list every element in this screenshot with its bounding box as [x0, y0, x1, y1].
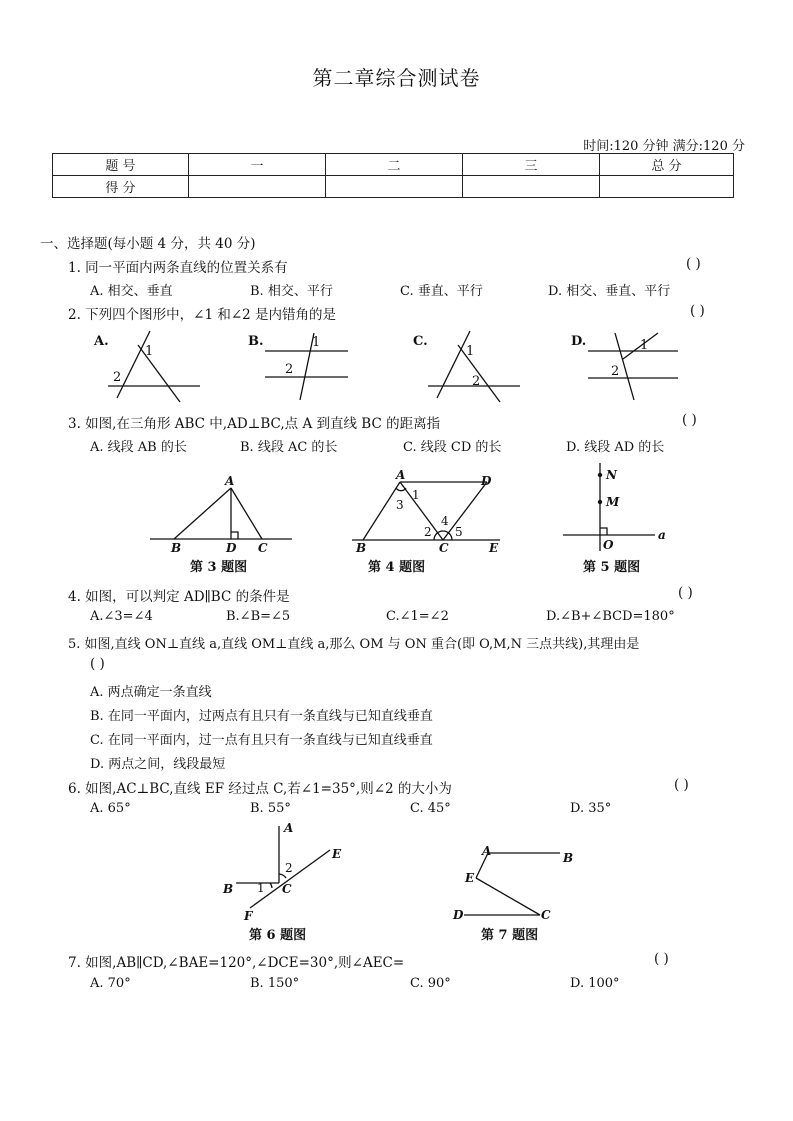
q6-answer-paren[interactable]: ( ): [674, 777, 689, 793]
fig7-label: C: [541, 908, 551, 922]
score-row-label: 得 分: [53, 176, 189, 198]
fig6-label: F: [244, 909, 253, 923]
figC-angle-1: 1: [466, 344, 475, 359]
fig3-label: B: [171, 541, 182, 555]
fig6-angle-1-arc: [270, 883, 272, 888]
fig5-point-m: [598, 500, 602, 504]
q1-option-a: A. 相交、垂直: [90, 284, 173, 299]
q4-option-c: C.∠1=∠2: [386, 609, 449, 624]
figB-angle-1: 1: [312, 335, 321, 350]
fig4-angle-1: 1: [412, 488, 420, 502]
q3-stem: 3. 如图,在三角形 ABC 中,AD⊥BC,点 A 到直线 BC 的距离指: [68, 416, 441, 432]
q2-figures: [0, 325, 793, 405]
page-title: 第二章综合测试卷: [312, 66, 481, 90]
fig6-label: E: [332, 847, 342, 861]
q1-option-b: B. 相交、平行: [250, 284, 333, 299]
q5-answer-paren[interactable]: ( ): [90, 656, 105, 672]
q2-label-b: B.: [248, 334, 264, 349]
fig4-caption: 第 4 题图: [368, 560, 426, 575]
score-table-header-row: [53, 154, 734, 176]
q1-stem: 1. 同一平面内两条直线的位置关系有: [68, 260, 288, 276]
score-cell[interactable]: [600, 176, 734, 198]
score-table: [52, 153, 734, 198]
q3-q5-figures: [0, 455, 793, 580]
fig6-label: C: [282, 882, 292, 896]
fig4-line-ac: [400, 482, 443, 540]
fig5-label: N: [606, 468, 617, 482]
q7-stem: 7. 如图,AB∥CD,∠BAE=120°,∠DCE=30°,则∠AEC=: [68, 955, 405, 971]
fig3-label: A: [225, 474, 235, 488]
figD-angle-1: 1: [640, 338, 649, 353]
q2-answer-paren[interactable]: ( ): [690, 303, 705, 319]
fig7-label: A: [482, 844, 492, 858]
q3-option-c: C. 线段 CD 的长: [403, 440, 502, 455]
fig6-label: B: [223, 882, 234, 896]
fig3-label: C: [258, 541, 268, 555]
figA-line: [117, 331, 150, 398]
fig4-angle-2: 2: [424, 525, 432, 539]
fig7-caption: 第 7 题图: [481, 928, 539, 943]
q7-option-b: B. 150°: [250, 976, 300, 991]
q4-stem: 4. 如图，可以判定 AD∥BC 的条件是: [68, 589, 290, 605]
q2-label-d: D.: [571, 334, 587, 349]
figC-angle-2: 2: [472, 374, 481, 389]
fig4-angle-4: 4: [441, 514, 449, 528]
fig7-label: E: [465, 871, 475, 885]
q5-stem: 5. 如图,直线 ON⊥直线 a,直线 OM⊥直线 a,那么 OM 与 ON 重合(即 O,M,N 三点共线),其理由是: [68, 637, 640, 652]
q1-answer-paren[interactable]: ( ): [686, 256, 701, 272]
q6-option-d: D. 35°: [570, 801, 612, 816]
q3-option-b: B. 线段 AC 的长: [240, 440, 338, 455]
q3-option-a: A. 线段 AB 的长: [90, 440, 187, 455]
fig5-label: M: [606, 495, 620, 509]
section-heading: 一、选择题(每小题 4 分，共 40 分): [40, 236, 256, 252]
q2-stem: 2. 下列四个图形中，∠1 和∠2 是内错角的是: [68, 307, 337, 323]
fig6-caption: 第 6 题图: [249, 928, 307, 943]
fig4-label: A: [396, 468, 406, 482]
score-cell[interactable]: [189, 176, 326, 198]
figD-angle-2: 2: [611, 364, 620, 379]
figA-angle-1: 1: [145, 344, 154, 359]
q5-option-c: C. 在同一平面内，过一点有且只有一条直线与已知直线垂直: [90, 733, 433, 748]
fig7-label: B: [563, 851, 574, 865]
fig4-angle-5: 5: [455, 525, 463, 539]
q6-stem: 6. 如图,AC⊥BC,直线 EF 经过点 C,若∠1=35°,则∠2 的大小为: [68, 781, 452, 797]
q7-answer-paren[interactable]: ( ): [654, 951, 669, 967]
q3-answer-paren[interactable]: ( ): [682, 412, 697, 428]
fig5-point-n: [598, 473, 602, 477]
figA-angle-2: 2: [113, 370, 122, 385]
q4-option-d: D.∠B+∠BCD=180°: [546, 609, 675, 624]
q7-option-d: D. 100°: [570, 976, 620, 991]
score-table-score-row: [53, 176, 734, 198]
q2-label-a: A.: [94, 334, 109, 349]
q7-option-c: C. 90°: [410, 976, 451, 991]
fig6-line-ef: [250, 850, 330, 908]
fig3-line-ab: [174, 488, 231, 539]
q5-option-a: A. 两点确定一条直线: [90, 685, 212, 700]
fig4-angle-3: 3: [396, 498, 404, 512]
fig3-right-angle: [231, 532, 238, 539]
score-header-cell: 一: [189, 154, 326, 176]
fig3-caption: 第 3 题图: [190, 560, 248, 575]
q6-option-c: C. 45°: [410, 801, 451, 816]
q4-answer-paren[interactable]: ( ): [678, 585, 693, 601]
score-cell[interactable]: [326, 176, 463, 198]
q2-label-c: C.: [413, 334, 428, 349]
fig3-line-ac: [231, 488, 262, 539]
q4-option-a: A.∠3=∠4: [90, 609, 153, 624]
q6-option-b: B. 55°: [250, 801, 291, 816]
fig6-angle-2: 2: [285, 861, 293, 875]
fig6-angle-1: 1: [257, 881, 265, 895]
figC-line: [437, 331, 470, 398]
exam-meta: 时间:120 分钟 满分:120 分: [583, 139, 745, 154]
score-header-cell: 题 号: [53, 154, 189, 176]
fig7-label: D: [453, 908, 464, 922]
fig4-line-ab: [363, 482, 400, 540]
score-header-cell: 总 分: [600, 154, 734, 176]
fig6-label: A: [284, 821, 294, 835]
score-cell[interactable]: [463, 176, 600, 198]
q1-option-c: C. 垂直、平行: [400, 284, 483, 299]
q5-option-d: D. 两点之间，线段最短: [90, 757, 226, 772]
figB-angle-2: 2: [285, 362, 294, 377]
score-header-cell: 三: [463, 154, 600, 176]
score-header-cell: 二: [326, 154, 463, 176]
q4-option-b: B.∠B=∠5: [226, 609, 291, 624]
q3-option-d: D. 线段 AD 的长: [566, 440, 665, 455]
q7-option-a: A. 70°: [90, 976, 131, 991]
q6-q7-figures: [0, 818, 793, 946]
fig5-right-angle: [600, 528, 607, 535]
fig3-label: D: [226, 541, 237, 555]
fig5-label: O: [603, 538, 614, 552]
fig4-line-cd: [443, 482, 487, 540]
fig4-label: C: [439, 541, 449, 555]
fig4-label: B: [356, 541, 367, 555]
q5-option-b: B. 在同一平面内，过两点有且只有一条直线与已知直线垂直: [90, 709, 433, 724]
fig7-line-ec: [476, 878, 540, 915]
fig4-label: D: [481, 474, 492, 488]
fig5-label: a: [658, 528, 666, 542]
fig5-caption: 第 5 题图: [583, 560, 641, 575]
fig4-label: E: [489, 541, 499, 555]
q1-option-d: D. 相交、垂直、平行: [548, 284, 671, 299]
q6-option-a: A. 65°: [90, 801, 131, 816]
